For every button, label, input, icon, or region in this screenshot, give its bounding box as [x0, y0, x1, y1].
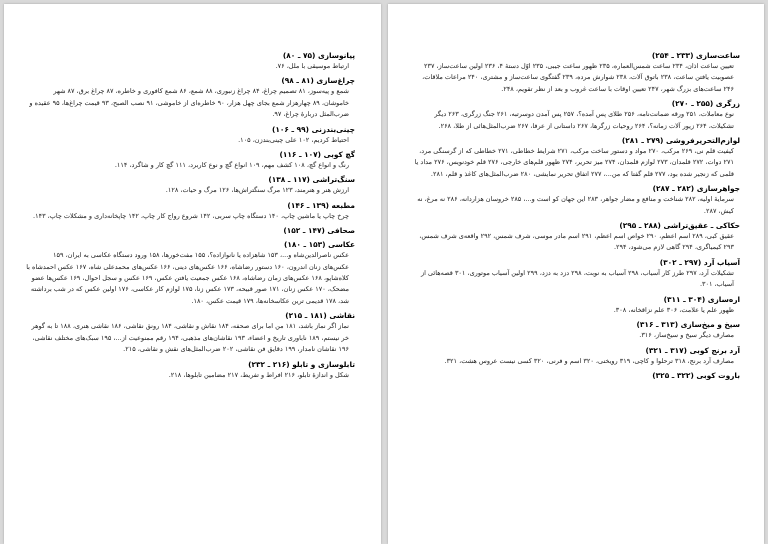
- toc-entry: [414, 345, 740, 367]
- toc-heading: لوازم‌التحریرفروشی (۲۷۹ ـ ۲۸۱): [621, 136, 740, 146]
- toc-entry: [25, 124, 355, 146]
- toc-heading: صحافی (۱۴۷ ـ ۱۵۲): [283, 226, 355, 236]
- toc-subtopics: شمع و پیه‌سوز، ۸۱ تصمیم چراغ، ۸۴ چراغ زنبوری، ۸۸ شمع، ۸۶ شمع کافوری و خاطره، ۸۷ چراغ برق، ۸۷ شهر خاموشان، ۸۹ چهارهزار شمع بجای چهل هزار، ۹۰ خاطره‌ای از خاموشی، ۹۱ نصب الصبح، ۹۳ قیمت چراغ‌ها، ۹۵ عقیده و ضرب‌المثل دربارهٔ چراغ، ۹۷.: [29, 87, 349, 119]
- toc-heading: مطبعه (۱۳۹ ـ ۱۴۶): [287, 200, 355, 210]
- toc-entry: [414, 50, 740, 95]
- toc-heading: زرگری (۲۵۵ ـ ۲۷۰): [671, 99, 740, 109]
- toc-heading: آرد برنج کوبی (۳۱۷ ـ ۳۲۱): [645, 345, 740, 355]
- toc-heading: باروت کوبی (۳۲۲ ـ ۳۲۵): [652, 370, 740, 380]
- left-page: [4, 4, 381, 544]
- toc-subtopics: عقیق کبی، ۲۸۹ اسم اعظم، ۲۹۰ خواص اسم اعظم، ۲۹۱ اسم مادر موسی، شرف شمس، ۲۹۲ واقعه‌ی شرف شمس، ۲۹۳ کیمیاگری، ۲۹۴ گاهی لازم می‌شود، ۲۹۴.: [419, 232, 734, 252]
- toc-entry: [414, 183, 740, 217]
- toc-entry: [414, 294, 740, 316]
- toc-entry: [25, 200, 355, 222]
- toc-entry: [414, 135, 740, 180]
- toc-entry: [25, 75, 355, 120]
- toc-entry: [25, 239, 355, 307]
- toc-subtopics: ارتباط موسیقی با ملل، ۷۶.: [275, 62, 349, 70]
- toc-entry: [25, 50, 355, 72]
- toc-heading: پیانوسازی (۷۵ ـ ۸۰): [282, 51, 355, 60]
- toc-subtopics: تعیین ساعت اذان، ۲۳۴ ساعت شمس‌العماره، ۲۳۵ ظهور ساعت جیبی، ۲۳۵ اوّل دستهٔ ۴، ۲۳۶ اولین ساعت‌ساز، ۲۳۷ عصوبیت یافتن ساعت، ۲۳۸ باتوق آلات، ۲۳۸ شوارش مرده، ۲۳۹ گفتگوی ساعت‌ساز و مشتری، ۲۴۰ مراعات ملاقات، ۲۴۶ ساعت‌های بزرگ شهر، ۲۴۷ تعیین اوقات با ساعت غروب و بعد از نظر تقویم، ۲۴۸.: [422, 62, 734, 93]
- toc-entry: [25, 359, 355, 381]
- toc-heading: جواهرسازی (۲۸۲ ـ ۲۸۷): [652, 184, 740, 194]
- toc-heading: چراغ‌سازی (۸۱ ـ ۹۸): [281, 76, 355, 86]
- toc-heading: عکاسی (۱۵۳ ـ ۱۸۰): [284, 240, 355, 250]
- toc-entry: [25, 174, 355, 196]
- toc-subtopics: نوع معاملات، ۲۵۱ ورقه ضمانت‌نامه، ۲۵۶ طلای پس آمده؟، ۲۵۷ پس آمدن دوسرتبه، ۲۶۱ جنگ زرگری، ۲۶۳ دیگر تشکیلات، ۲۶۴ زیور آلات زمانه؟، ۲۶۴ روحیات زرگرها، ۲۶۷ داستانی از عرفا، ۲۶۷ ضرب‌المثل‌هائی از طلا، ۲۶۸.: [434, 110, 734, 130]
- toc-subtopics: سرمایهٔ اولیه، ۲۸۲ شناخت و منافع و مضار جواهر، ۲۸۳ این جهان کو است و...، ۲۸۵ خروسان هزاردانه، ۲۸۶ نه مرغ، نه کیش، ۲۸۷.: [417, 195, 734, 215]
- toc-heading: حکاکی ـ عقیق‌تراشی (۲۸۸ ـ ۲۹۵): [619, 221, 740, 231]
- right-page-content: [414, 50, 740, 384]
- toc-heading: ساعت‌سازی (۲۳۳ ـ ۲۵۴): [651, 51, 740, 60]
- toc-subtopics: مصارف آرد برنج، ۳۱۸ ترحلوا و کاچی، ۳۱۹ رویخنی، ۳۲۰ اسم و فرنی، ۳۲۰ کسی نیست عروس هشت، ۳۲۱.: [444, 356, 734, 365]
- toc-heading: سیخ و میخ‌سازی (۳۱۳ ـ ۳۱۶): [636, 320, 740, 330]
- toc-subtopics: تشکیلات آرد، ۲۹۷ طرز کار آسیاب، ۲۹۸ آسیاب به نوبت، ۲۹۸ دزد به دزد، ۲۹۹ اولین آسیاب موتوری، ۳۰۱ قصه‌هائی از آسیاب، ۳۰۱.: [420, 268, 734, 289]
- toc-subtopics: چرخ چاپ یا ماشین چاپ، ۱۴۰ دستگاه چاپ سربی، ۱۴۲ شروع رواج کار چاپ، ۱۴۲ چاپخانه‌داری و مشکلات چاپ، ۱۴۳.: [33, 211, 349, 220]
- toc-subtopics: ارزش هنر و هنرمند، ۱۲۳ مرگ سنگتراش‌ها، ۱۲۶ مرگ و حیات، ۱۲۸.: [165, 186, 349, 195]
- toc-subtopics: مصارف دیگر سیخ و سیخ‌ساز، ۳۱۶.: [639, 331, 734, 340]
- left-page-content: [25, 50, 355, 384]
- toc-subtopics: ظهور علم یا علامت، ۳۰۶ علم نزاقخانه، ۳۰۸.: [613, 305, 734, 314]
- toc-entry: [414, 257, 740, 291]
- toc-entry: [414, 370, 740, 381]
- right-page: [388, 4, 764, 544]
- toc-subtopics: نماز اگر نماز باشد، ۱۸۱ من اما برای صحفه، ۱۸۴ نقاش و نقاشی، ۱۸۴ رونق نقاشی، ۱۸۶ نقاشی هنری، ۱۸۸ تا به گوهر خر نیستم، ۱۸۹ ناباوری تاریخ و اعضاء، ۱۹۳ نقاشان‌های مذهبی، ۱۹۴ رقم ممنوعیت از...، ۱۹۵ سبک‌های مختلف نقاشی، ۱۹۶ نقاشان نامدار، ۱۹۹ دقایق فن نقاشی، ۲۰۲ ضرب‌المثل‌های نقش و نقاشی، ۲۱۵.: [31, 322, 349, 354]
- toc-entry: [414, 220, 740, 254]
- toc-subtopics: عکس ناصرالدین‌شاه و...، ۱۵۳ شاهزاده یا نانوازاده؟، ۱۵۵ مفت‌خورها، ۱۵۸ ورود دستگاه عکاسی به ایران، ۱۵۹ عکس‌های زنان اندرون، ۱۶۰ دستور رضاشاه، ۱۶۶ عکس‌های دینی، ۱۶۶ عکس‌های محمدعلی شاه، ۱۶۷ عکس احمدشاه با کلاه‌شاپو، ۱۶۸ عکس‌های زمان رضاشاه، ۱۶۸ عکس جمعیت یافتن عکس، ۱۶۹ عکس و سجل احوال، ۱۶۹ عکس‌ها عضو مضحک، ۱۷۰ عکس زنان، ۱۷۱ صور قبیحه، ۱۷۳ عکس زنا، ۱۷۵ لوازم کار عکاسی، ۱۷۶ اولین عکس که در شب برداشته شد، ۱۷۸ قدیمی ترین عکاسخانه‌ها، ۱۷۹ قیمت عکس، ۱۸۰.: [26, 251, 349, 305]
- toc-entry: [414, 319, 740, 341]
- toc-heading: گچ کوبی (۱۰۷ ـ ۱۱۶): [279, 150, 355, 160]
- toc-subtopics: کیفیت قلم نی، ۲۶۹ مرکب، ۲۷۰ مواد و دستور ساخت مرکب، ۲۷۱ شرایط خطاطی، ۲۷۱ خطاطی که از گرسنگی مرد، ۲۷۱ دوات، ۲۷۲ قلمدان، ۲۷۳ لوازم قلمدان، ۲۷۴ میز تحریر، ۲۷۴ ظهور قلم‌های خارجی، ۲۷۶ قلم خودنویس، ۲۷۶ مداد یا قلمی که زنجیر شده بود، ۲۷۷ قلم گفتا که من...، ۲۷۷ اتفاق تحریر نمایشی، ۲۸۰ ضرب‌المثل‌های کاغذ و قلم، ۲۸۱.: [414, 147, 734, 178]
- toc-heading: تابلوسازی و تابلو (۲۱۶ ـ ۲۳۲): [248, 359, 355, 369]
- toc-heading: اره‌سازی (۳۰۴ ـ ۳۱۱): [663, 294, 740, 304]
- toc-entry: [25, 149, 355, 171]
- toc-heading: سنگ‌تراشی (۱۱۷ ـ ۱۳۸): [268, 175, 355, 185]
- toc-heading: آسیاب آرد (۲۹۷ ـ ۳۰۲): [659, 257, 740, 267]
- toc-entry: [25, 310, 355, 355]
- toc-subtopics: شکل و اندازهٔ تابلو، ۲۱۶ افراط و تفریط، ۲۱۷ مضامین تابلوها، ۲۱۸.: [168, 370, 349, 379]
- toc-entry: [414, 98, 740, 132]
- toc-heading: چینی‌بندزنی (۹۹ ـ ۱۰۶): [271, 124, 355, 134]
- toc-subtopics: رنگ و انواع گچ، ۱۰۸ کشف مهم، ۱۰۹ انواع گچ و نوع کاربرد، ۱۱۱ گچ کار و شاگرد، ۱۱۴.: [114, 161, 349, 170]
- toc-heading: نقاشی (۱۸۱ ـ ۲۱۵): [285, 311, 355, 321]
- toc-subtopics: احتیاط کردیم، ۱۰۲ علی چینی‌بندزن، ۱۰۵.: [238, 135, 349, 144]
- toc-entry: [25, 225, 355, 236]
